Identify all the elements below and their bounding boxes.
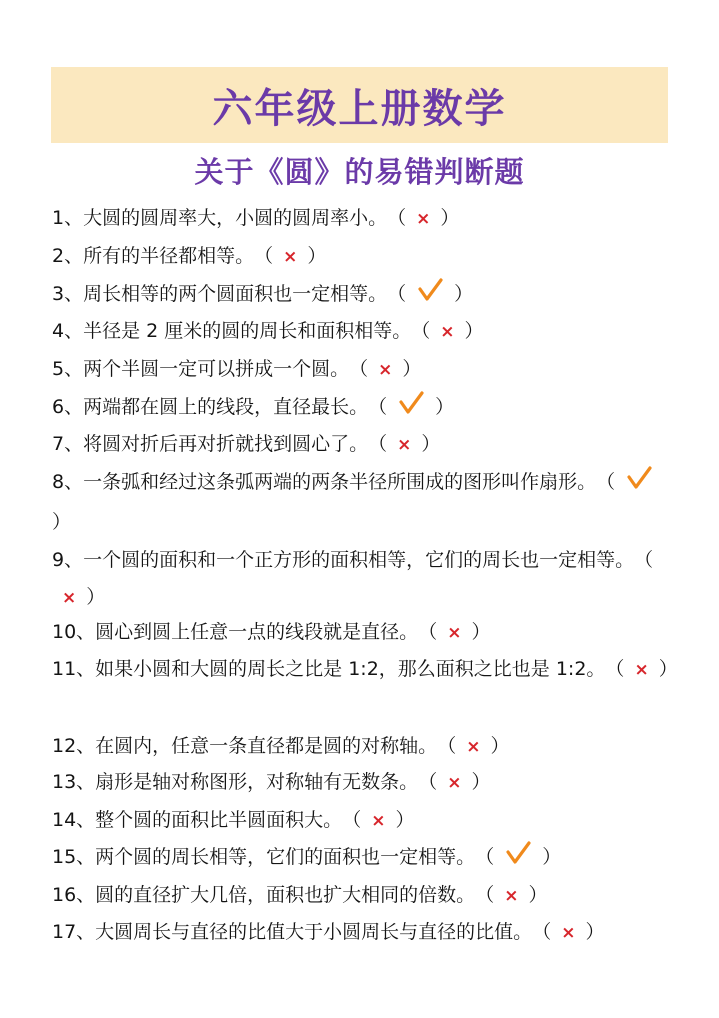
question-text: 13、扇形是轴对称图形，对称轴有无数条。	[52, 771, 419, 793]
question-item	[52, 839, 682, 878]
close-paren: ）	[86, 586, 106, 608]
close-paren: ）	[471, 621, 491, 643]
cross-icon: ×	[447, 773, 462, 793]
check-icon	[416, 277, 444, 315]
question-item	[52, 276, 682, 315]
close-paren: ）	[464, 320, 484, 342]
open-paren: （	[634, 549, 654, 571]
question-text: 1、大圆的圆周率大，小圆的圆周率小。	[52, 207, 388, 229]
close-paren: ）	[421, 433, 441, 455]
question-text: 10、圆心到圆上任意一点的线段就是直径。	[52, 621, 419, 643]
open-paren: （	[349, 358, 369, 380]
cross-icon: ×	[397, 435, 412, 455]
open-paren: （	[418, 771, 438, 793]
open-paren: （	[254, 245, 274, 267]
question-item	[52, 351, 682, 388]
cross-icon: ×	[634, 660, 649, 680]
open-paren: （	[532, 921, 552, 943]
close-paren: ）	[542, 846, 562, 868]
close-paren: ）	[307, 245, 327, 267]
question-item	[52, 764, 682, 801]
page-subtitle: 关于《圆》的易错判断题	[194, 155, 525, 189]
question-item	[52, 877, 682, 914]
close-paren: ）	[52, 511, 72, 533]
question-item	[52, 464, 682, 541]
cross-icon: ×	[466, 737, 481, 757]
question-text: 14、整个圆的面积比半圆面积大。	[52, 809, 343, 831]
question-item	[52, 426, 682, 463]
open-paren: （	[368, 396, 388, 418]
question-item	[52, 614, 682, 651]
close-paren: ）	[528, 884, 548, 906]
open-paren: （	[596, 471, 616, 493]
question-text: 3、周长相等的两个圆面积也一定相等。	[52, 283, 388, 305]
question-text: 15、两个圆的周长相等，它们的面积也一定相等。	[52, 846, 476, 868]
question-item	[52, 200, 682, 237]
close-paren: ）	[658, 658, 678, 680]
cross-icon: ×	[416, 209, 431, 229]
question-text: 11、如果小圆和大圆的周长之比是 1:2，那么面积之比也是 1:2。	[52, 658, 606, 680]
question-text: 7、将圆对折后再对折就找到圆心了。	[52, 433, 369, 455]
cross-icon: ×	[440, 322, 455, 342]
question-item	[52, 238, 682, 275]
question-text: 17、大圆周长与直径的比值大于小圆周长与直径的比值。	[52, 921, 533, 943]
open-paren: （	[368, 433, 388, 455]
question-text: 2、所有的半径都相等。	[52, 245, 255, 267]
close-paren: ）	[440, 207, 460, 229]
question-text: 5、两个半圆一定可以拼成一个圆。	[52, 358, 350, 380]
question-text: 12、在圆内，任意一条直径都是圆的对称轴。	[52, 735, 438, 757]
close-paren: ）	[395, 809, 415, 831]
close-paren: ）	[585, 921, 605, 943]
open-paren: （	[437, 735, 457, 757]
open-paren: （	[418, 621, 438, 643]
open-paren: （	[342, 809, 362, 831]
question-item	[52, 542, 682, 617]
open-paren: （	[475, 846, 495, 868]
question-item	[52, 651, 682, 689]
question-item	[52, 914, 682, 951]
open-paren: （	[605, 658, 625, 680]
cross-icon: ×	[283, 247, 298, 267]
close-paren: ）	[454, 283, 474, 305]
close-paren: ）	[402, 358, 422, 380]
cross-icon: ×	[504, 886, 519, 906]
question-item	[52, 802, 682, 839]
question-item	[52, 389, 682, 428]
question-text: 6、两端都在圆上的线段，直径最长。	[52, 396, 369, 418]
cross-icon: ×	[371, 811, 386, 831]
question-text: 9、一个圆的面积和一个正方形的面积相等，它们的周长也一定相等。	[52, 549, 635, 571]
page-title: 六年级上册数学	[212, 85, 507, 132]
close-paren: ）	[435, 396, 455, 418]
title-banner	[51, 67, 668, 143]
question-text: 16、圆的直径扩大几倍，面积也扩大相同的倍数。	[52, 884, 476, 906]
cross-icon: ×	[561, 923, 576, 943]
cross-icon: ×	[62, 588, 77, 608]
open-paren: （	[475, 884, 495, 906]
check-icon	[397, 390, 425, 428]
open-paren: （	[387, 283, 407, 305]
open-paren: （	[387, 207, 407, 229]
check-icon	[625, 465, 653, 504]
question-item	[52, 313, 682, 350]
question-item	[52, 728, 682, 765]
cross-icon: ×	[447, 623, 462, 643]
question-text: 4、半径是 2 厘米的圆的周长和面积相等。	[52, 320, 412, 342]
open-paren: （	[411, 320, 431, 342]
cross-icon: ×	[378, 360, 393, 380]
question-text: 8、一条弧和经过这条弧两端的两条半径所围成的图形叫作扇形。	[52, 471, 597, 493]
close-paren: ）	[471, 771, 491, 793]
check-icon	[504, 840, 532, 878]
close-paren: ）	[490, 735, 510, 757]
